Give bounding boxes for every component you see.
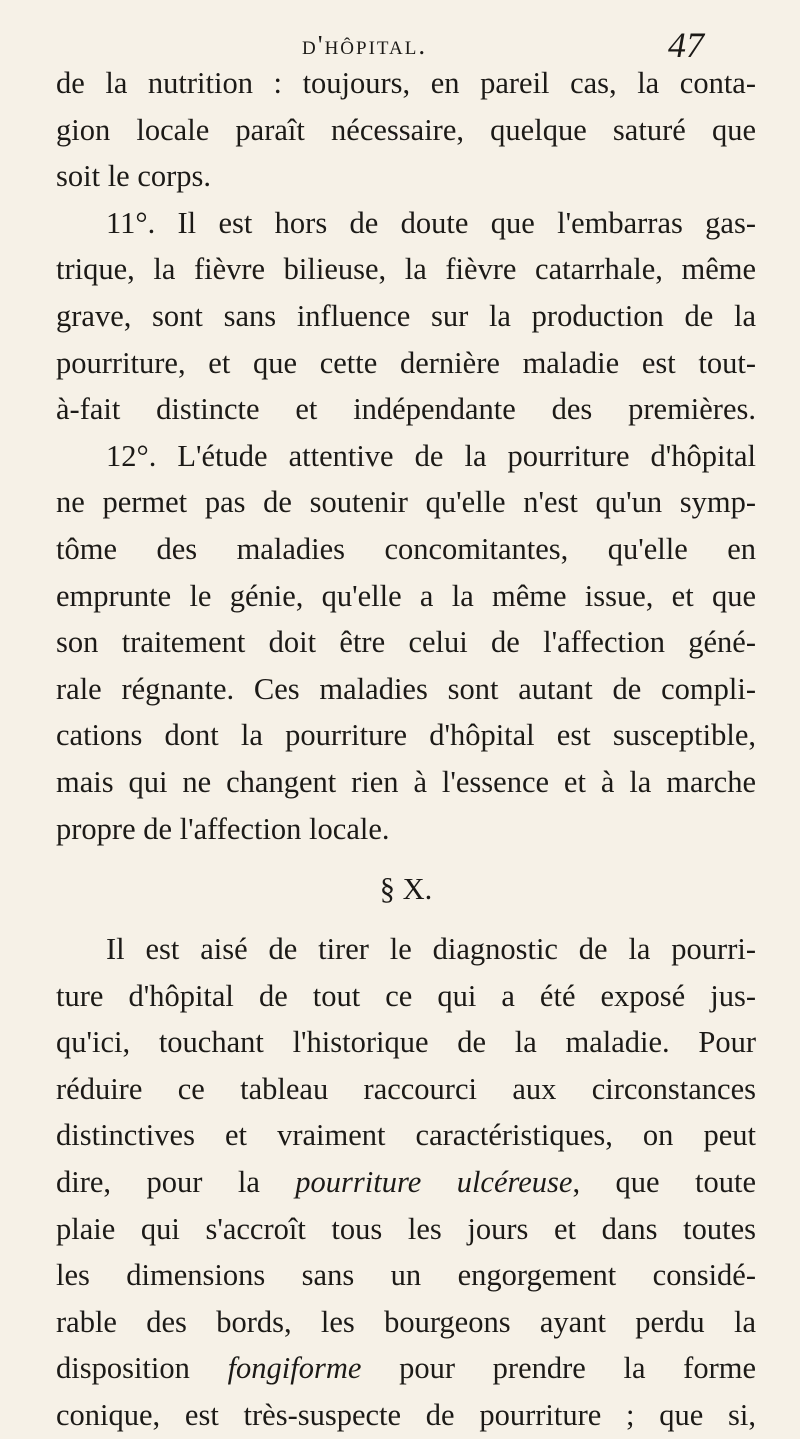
- text-line: ne permet pas de soutenir qu'elle n'est qu'un symp-: [56, 485, 756, 520]
- section-heading: § X.: [379, 872, 433, 907]
- text-line: gion locale paraît nécessaire, quelque saturé que: [56, 112, 756, 147]
- text-line: de la nutrition : toujours, en pareil cas, la conta-: [56, 66, 756, 100]
- text-line: trique, la fièvre bilieuse, la fièvre catarrhale, même: [56, 252, 756, 287]
- italic-term: pourriture ulcéreuse: [295, 1165, 573, 1200]
- text-line: pourriture, et que cette dernière maladie est tout-: [56, 345, 756, 380]
- text-line: qu'ici, touchant l'historique de la maladie. Pour: [56, 1025, 756, 1060]
- text-run: disposition: [56, 1351, 228, 1386]
- text-line: soit le corps.: [56, 159, 212, 194]
- text-line: propre de l'affection locale.: [56, 811, 390, 846]
- running-head: [0, 14, 800, 64]
- text-line: mais qui ne changent rien à l'essence et à la marche: [56, 764, 756, 799]
- text-line: 12°. L'étude attentive de la pourriture d'hôpital: [106, 438, 756, 473]
- text-line: son traitement doit être celui de l'affection géné-: [56, 625, 756, 660]
- text-line: Il est aisé de tirer le diagnostic de la pourri-: [106, 932, 756, 967]
- text-line: cations dont la pourriture d'hôpital est susceptible,: [56, 718, 756, 753]
- italic-term: fongiforme: [227, 1351, 362, 1386]
- text-line: ture d'hôpital de tout ce qui a été exposé jus-: [56, 978, 756, 1013]
- page-number: 47: [668, 25, 704, 65]
- text-line: 11°. Il est hors de doute que l'embarras gas-: [106, 205, 756, 240]
- text-line: plaie qui s'accroît tous les jours et dans toutes: [56, 1211, 756, 1246]
- text-run: pour prendre la forme: [361, 1351, 756, 1386]
- text-line: tôme des maladies concomitantes, qu'elle en: [56, 531, 756, 566]
- text-line: [56, 1159, 756, 1206]
- running-title: d'hôpital.: [302, 30, 428, 60]
- text-run: , que toute: [572, 1165, 756, 1200]
- text-line: rale régnante. Ces maladies sont autant de compli-: [56, 671, 756, 706]
- text-line: emprunte le génie, qu'elle a la même issue, et que: [56, 578, 756, 613]
- text-line: réduire ce tableau raccourci aux circonstances: [56, 1071, 756, 1106]
- text-line: conique, est très-suspecte de pourriture ; que si,: [56, 1398, 756, 1433]
- text-line: grave, sont sans influence sur la production de la: [56, 298, 756, 333]
- text-run: dire, pour la: [56, 1165, 296, 1200]
- text-line: distinctives et vraiment caractéristiques, on peut: [56, 1118, 756, 1153]
- text-line: rable des bords, les bourgeons ayant perdu la: [56, 1304, 756, 1339]
- text-line: à-fait distincte et indépendante des premières.: [56, 392, 756, 427]
- text-line: [56, 1345, 756, 1392]
- text-line: les dimensions sans un engorgement considé-: [56, 1258, 756, 1293]
- body-text: [56, 60, 756, 1439]
